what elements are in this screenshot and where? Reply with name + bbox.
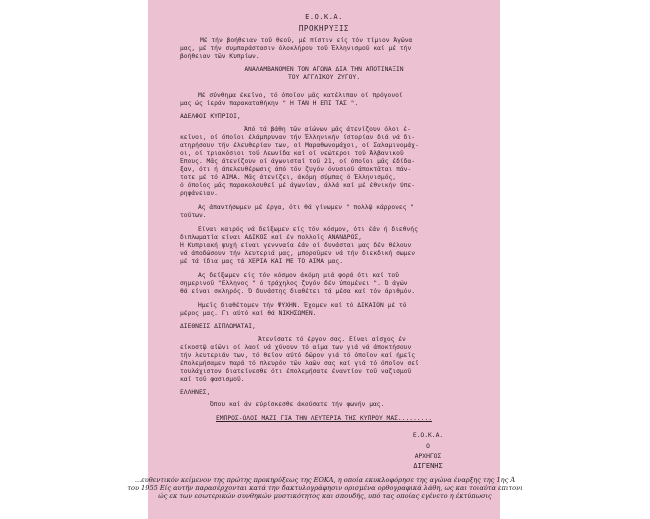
caption-line: ...ευθεντικόν κείμενον της πρώτης προκηρύξεως της ΕΟΚΑ, η οποία εκυκλοφόρησε της αγώνα έναρξης της 1ης Ά [134, 476, 516, 484]
text-line: έπολεμήσαμεν παρά τό πλευρόν τῶν λαῶν σας καί γιά τό όποῖον σεῖ [180, 360, 419, 367]
text-line: τουλάχιστον διατείνεσθε ότι έπολεμήσατε έναντίον τοῦ ναζισμοῦ [180, 368, 412, 375]
text-line: καί τοῦ φασισμοῦ. [180, 376, 245, 383]
document-title: ΠΡΟΚΗΡΥΞΙΣ [298, 25, 350, 33]
text-line: βοήθειαν τῶν Κυπρίων. [180, 53, 260, 60]
signature-org: Ε.Ο.Κ.Α. [412, 432, 444, 439]
text-line: μας ώς ίεράν παρακαταθήκην " Η ΤΑΝ Η ΕΠΙ ΤΑΣ ". [180, 100, 359, 107]
text-line: τοτε μέ τό ΑΙΜΑ. Μᾶς άτενίζει, άκόμη σύμπας ό Έλληνισμός, [180, 174, 397, 181]
signature-article: Ο [426, 443, 430, 450]
text-line: Ήμεῖς διαθέτομεν τήν ΨΥΧΗΝ. Έχομεν καί τό ΔΙΚΑΙΟΝ μέ τό [198, 302, 407, 309]
heading-line: ΑΝΑΛΑΜΒΑΝΟΜΕΝ ΤΟΝ ΑΓΩΝΑ ΔΙΑ ΤΗΝ ΑΠΟΤΙΝΑΞΙΝ [244, 66, 404, 73]
text-line: οι, οί τριακόσιοι τοῦ Λεωνίδα καί οί νεώτεροι τοῦ Άλβανικοῦ [180, 150, 404, 157]
text-line: Άτενίσατε τό έργον σας. Είναι αίσχος έν [258, 336, 406, 343]
paragraph-voice: Όπου καί άν εύρίσκεσθε άκούσατε τήν φωνήν μας. [210, 401, 385, 408]
signature-name: ΔΙΓΕΝΗΣ [413, 463, 443, 470]
text-line: τήν λευτεριάν των, τό θεῖον αύτό δῶρον γιά τό όποῖον καί ήμεῖς [180, 352, 416, 359]
text-line: είκοστῷ αίῶνι οί λαοί νά χύνουν τό αίμα των γιά νά άποκτήσουν [180, 344, 412, 351]
text-line: Ας άπαντήσωμεν μέ έργα, ότι θά γίνωμεν " πολλῷ κάρρονες " [198, 204, 415, 211]
text-line: μέρος μας. Γι αύτό καί θά ΝΙΚΗΣΩΜΕΝ. [180, 310, 317, 317]
document-caption [0, 476, 650, 500]
proclamation-sheet [148, 0, 500, 519]
signature-role: ΑΡΧΗΓΟΣ [414, 453, 442, 460]
text-line: Μέ τήν βοήθειαν τοῦ θεοῦ, μέ πίστιν είς τόν τίμιον Άγῶνα [200, 37, 413, 44]
salutation-cypriots: ΑΔΕΛΦΟΙ ΚΥΠΡΙΟΙ, [180, 113, 241, 120]
text-line: Έπους. Μᾶς άτενίζουν οί άγωνισταί τοῦ 21, οί όποῖοι μᾶς έδίδα- [180, 158, 416, 165]
text-line: ατηρήσουν τήν έλευθερίαν των, οί Μαραθωνομάχοι, οί Σαλαμινομάχ- [180, 142, 419, 149]
text-line: Ή Κυπριακή ψυχή είναι γεννναία έάν οί δυνάσται μας δέν θέλουν [180, 242, 412, 249]
text-line: κεῖνοι, οί όποῖοι έλάμπρυναν τήν Έλληνικήν ίστορίαν διά νά δι- [180, 134, 416, 141]
text-line: Άπό τά βάθη τῶν αίώνων μᾶς άτενίζουν όλοι έ- [244, 126, 411, 133]
text-line: Είναι καιρός νά δείξωμεν είς τόν κόσμον, ότι έάν ή διεθνής [198, 226, 418, 233]
text-line: Ας δείξωμεν είς τόν κόσμον άκόμη μιά φορά ότι καί τοῦ [198, 272, 399, 279]
text-line: θά είναι σκληρός. Ό δυνάστης διαθέτει τά μέσα καί τόν άριθμόν. [180, 288, 416, 295]
text-line: ξαν, ότι ή άπελευθέρωσις άπό τόν ζυγόν όνυσιοῦ άποκτᾶται πάν- [180, 166, 412, 173]
text-line: διπλωματία είναι ΑΔΙΚΟΣ καί έν πολλοῖς ΑΝΑΝΔΡΟΣ, [180, 234, 362, 241]
salutation-diplomats: ΔΙΕΘΝΕΙΣ ΔΙΠΛΩΜΑΤΑΙ, [180, 323, 256, 330]
salutation-greeks: ΕΛΛΗΝΕΣ, [180, 389, 211, 396]
text-line: ρηφάνειαν. [180, 190, 218, 197]
text-line: ό όποῖος μᾶς παρακολουθεῖ μέ άγωνίαν, άλλά καί μέ έθνικήν ύπε- [180, 182, 416, 189]
text-line: τούτων. [180, 212, 207, 219]
text-line: Μέ σύνθημα έκεῖνο, τό όποῖον μᾶς κατέλιπαν οί πρόγονοί [198, 92, 403, 99]
org-header: Ε.Ο.Κ.Α. [305, 14, 343, 21]
text-line: νά άποδώσουν τήν λευτεριά μας, μποροῦμεν νά τήν διεκδική σωμεν [180, 250, 416, 257]
text-line: μέ τά ίδια μας τά ΧΕΡΙΑ ΚΑΙ ΜΕ ΤΟ ΑΙΜΑ μας. [180, 258, 344, 265]
closing-slogan: ΕΜΠΡΟΣ-ΟΛΟΙ ΜΑΖΙ ΓΙΑ ΤΗΝ ΛΕΥΤΕΡΙΑ ΤΗΣ ΚΥΠΡΟΥ ΜΑΣ......... [215, 415, 433, 422]
text-line: μας, μέ τήν συμπαράστασιν όλοκλήρου τοῦ Έλληνισμοῦ καί μέ τήν [180, 45, 412, 52]
caption-line: ώς εκ των εσωτερικών συνθηκών μυστικότητος και σπουδής, υπό τας οποίας εγένετο η έκτύπωσις [158, 492, 492, 500]
heading-line: ΤΟΥ ΑΓΓΛΙΚΟΥ ΖΥΓΟΥ. [287, 74, 361, 81]
caption-line: του 1955 Είς αυτήν παρασέρχονται κατά την δακτυλογράφησιν ορισμένα ορθογραφικά λάθη, ως και τοιαύτα επιτονι [127, 484, 523, 492]
text-line: σημερινοῦ "Ελληνος " ό τράχηλος ζυγόν δέν ύπομένει ". Ό άγών [180, 280, 408, 287]
